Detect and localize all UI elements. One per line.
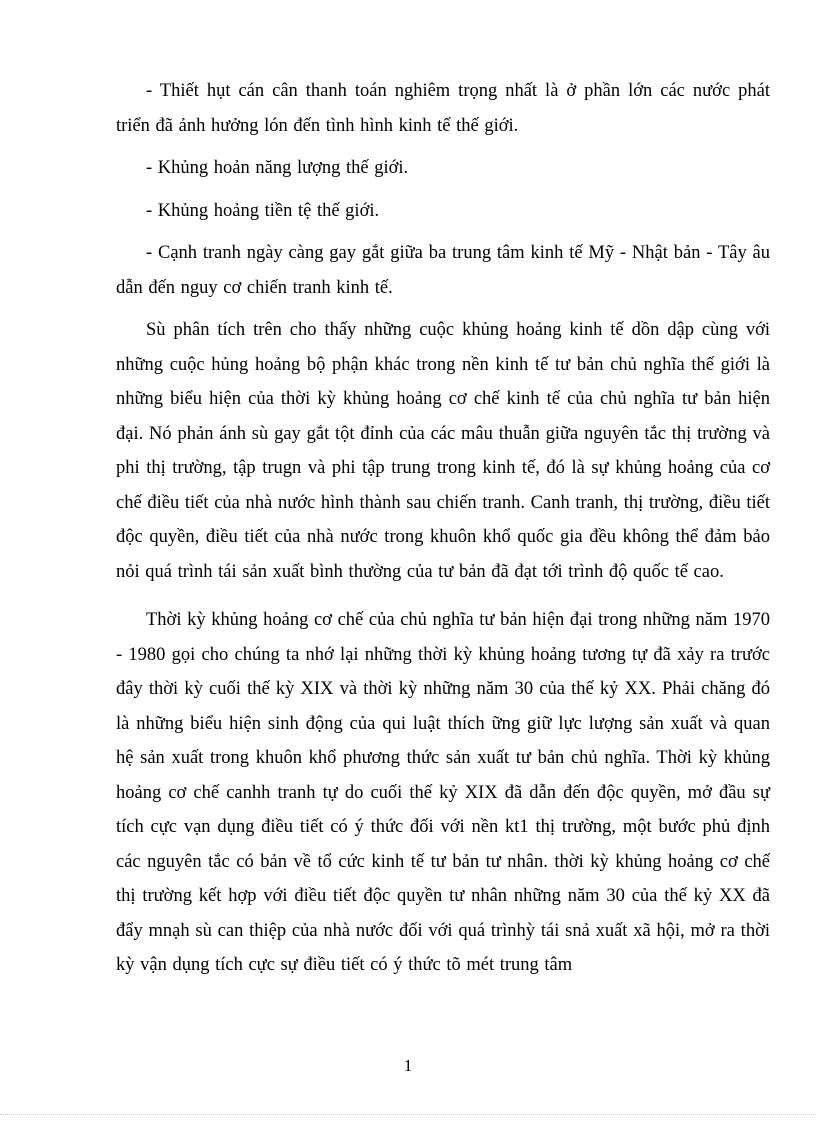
page-number: 1 — [403, 1056, 413, 1075]
paragraph-competition: - Cạnh tranh ngày càng gay gắt giữa ba trung tâm kinh tế Mỹ - Nhật bản - Tây âu dẫn đến nguy cơ chiến tranh kinh tế. — [116, 243, 770, 298]
paragraph-analysis: Sù phân tích trên cho thấy những cuộc khủng hoảng kinh tế dồn dập cùng với những cuộc hủng hoảng bộ phận khác trong nền kinh tế tư bản chủ nghĩa thế giới là những biểu hiện của thời kỳ khủng hoảng cơ chế kinh tế của chủ nghĩa tư bản hiện đại. Nó phản ánh sù gay gắt tột đỉnh của các mâu thuẫn giữa nguyên tắc thị trường và phi thị trường, tập trugn và phi tập trung trong kinh tế, đó là sự khủng hoảng của cơ chế điều tiết của nhà nước hình thành sau chiến tranh. Canh tranh, thị trường, điều tiết độc quyền, điều tiết của nhà nước trong khuôn khổ quốc gia đều không thể đảm bảo nỏi quá trình tái sản xuất bình thường của tư bản đã đạt tới trình độ quốc tế cao. — [116, 320, 770, 582]
paragraph-crisis-period: Thời kỳ khủng hoảng cơ chế của chủ nghĩa tư bản hiện đại trong những năm 1970 - 1980 gọi cho chúng ta nhớ lại những thời kỳ khủng hoảng tương tự đã xảy ra trước đây thời kỳ cuối thế kỳ XIX và thời kỳ những năm 30 của thế kỷ XX. Phải chăng đó là những biểu hiện sinh động của qui luật thích ững giữ lực lượng sản xuất và quan hệ sản xuất trong khuôn khổ phương thức sản xuất tư bản chủ nghĩa. Thời kỳ khủng hoảng cơ chế canhh tranh tự do cuối thế kỷ XIX đã dẫn đến độc quyền, mở đầu sự tích cực vạn dụng điều tiết có ý thức đối với nền kt1 thị trường, một bước phủ định các nguyên tắc có bản về tổ cức kinh tế tư bản tư nhân. thời kỳ khủng hoảng cơ chế thị trường kết hợp với điều tiết độc quyền tư nhân những năm 30 của thế kỷ XX đã đẩy mnạh sù can thiệp của nhà nước đối với quá trìnhỳ tái snả xuất xã hội, mở ra thời kỳ vận dụng tích cực sự điều tiết có ý thức tõ mét trung tâm — [116, 610, 770, 975]
page-bottom-divider — [0, 1114, 816, 1115]
paragraph-energy-crisis: - Khủng hoản năng lượng thế giới. — [146, 158, 409, 178]
document-body — [116, 74, 770, 983]
paragraph-currency-crisis: - Khủng hoảng tiền tệ thế giới. — [146, 200, 380, 221]
paragraph-balance-of-payments: - Thiết hụt cán cân thanh toán nghiêm trọng nhất là ở phần lớn các nước phát triển đã ảnh hưởng lón đến tình hình kinh tế thế giới. — [116, 81, 770, 136]
